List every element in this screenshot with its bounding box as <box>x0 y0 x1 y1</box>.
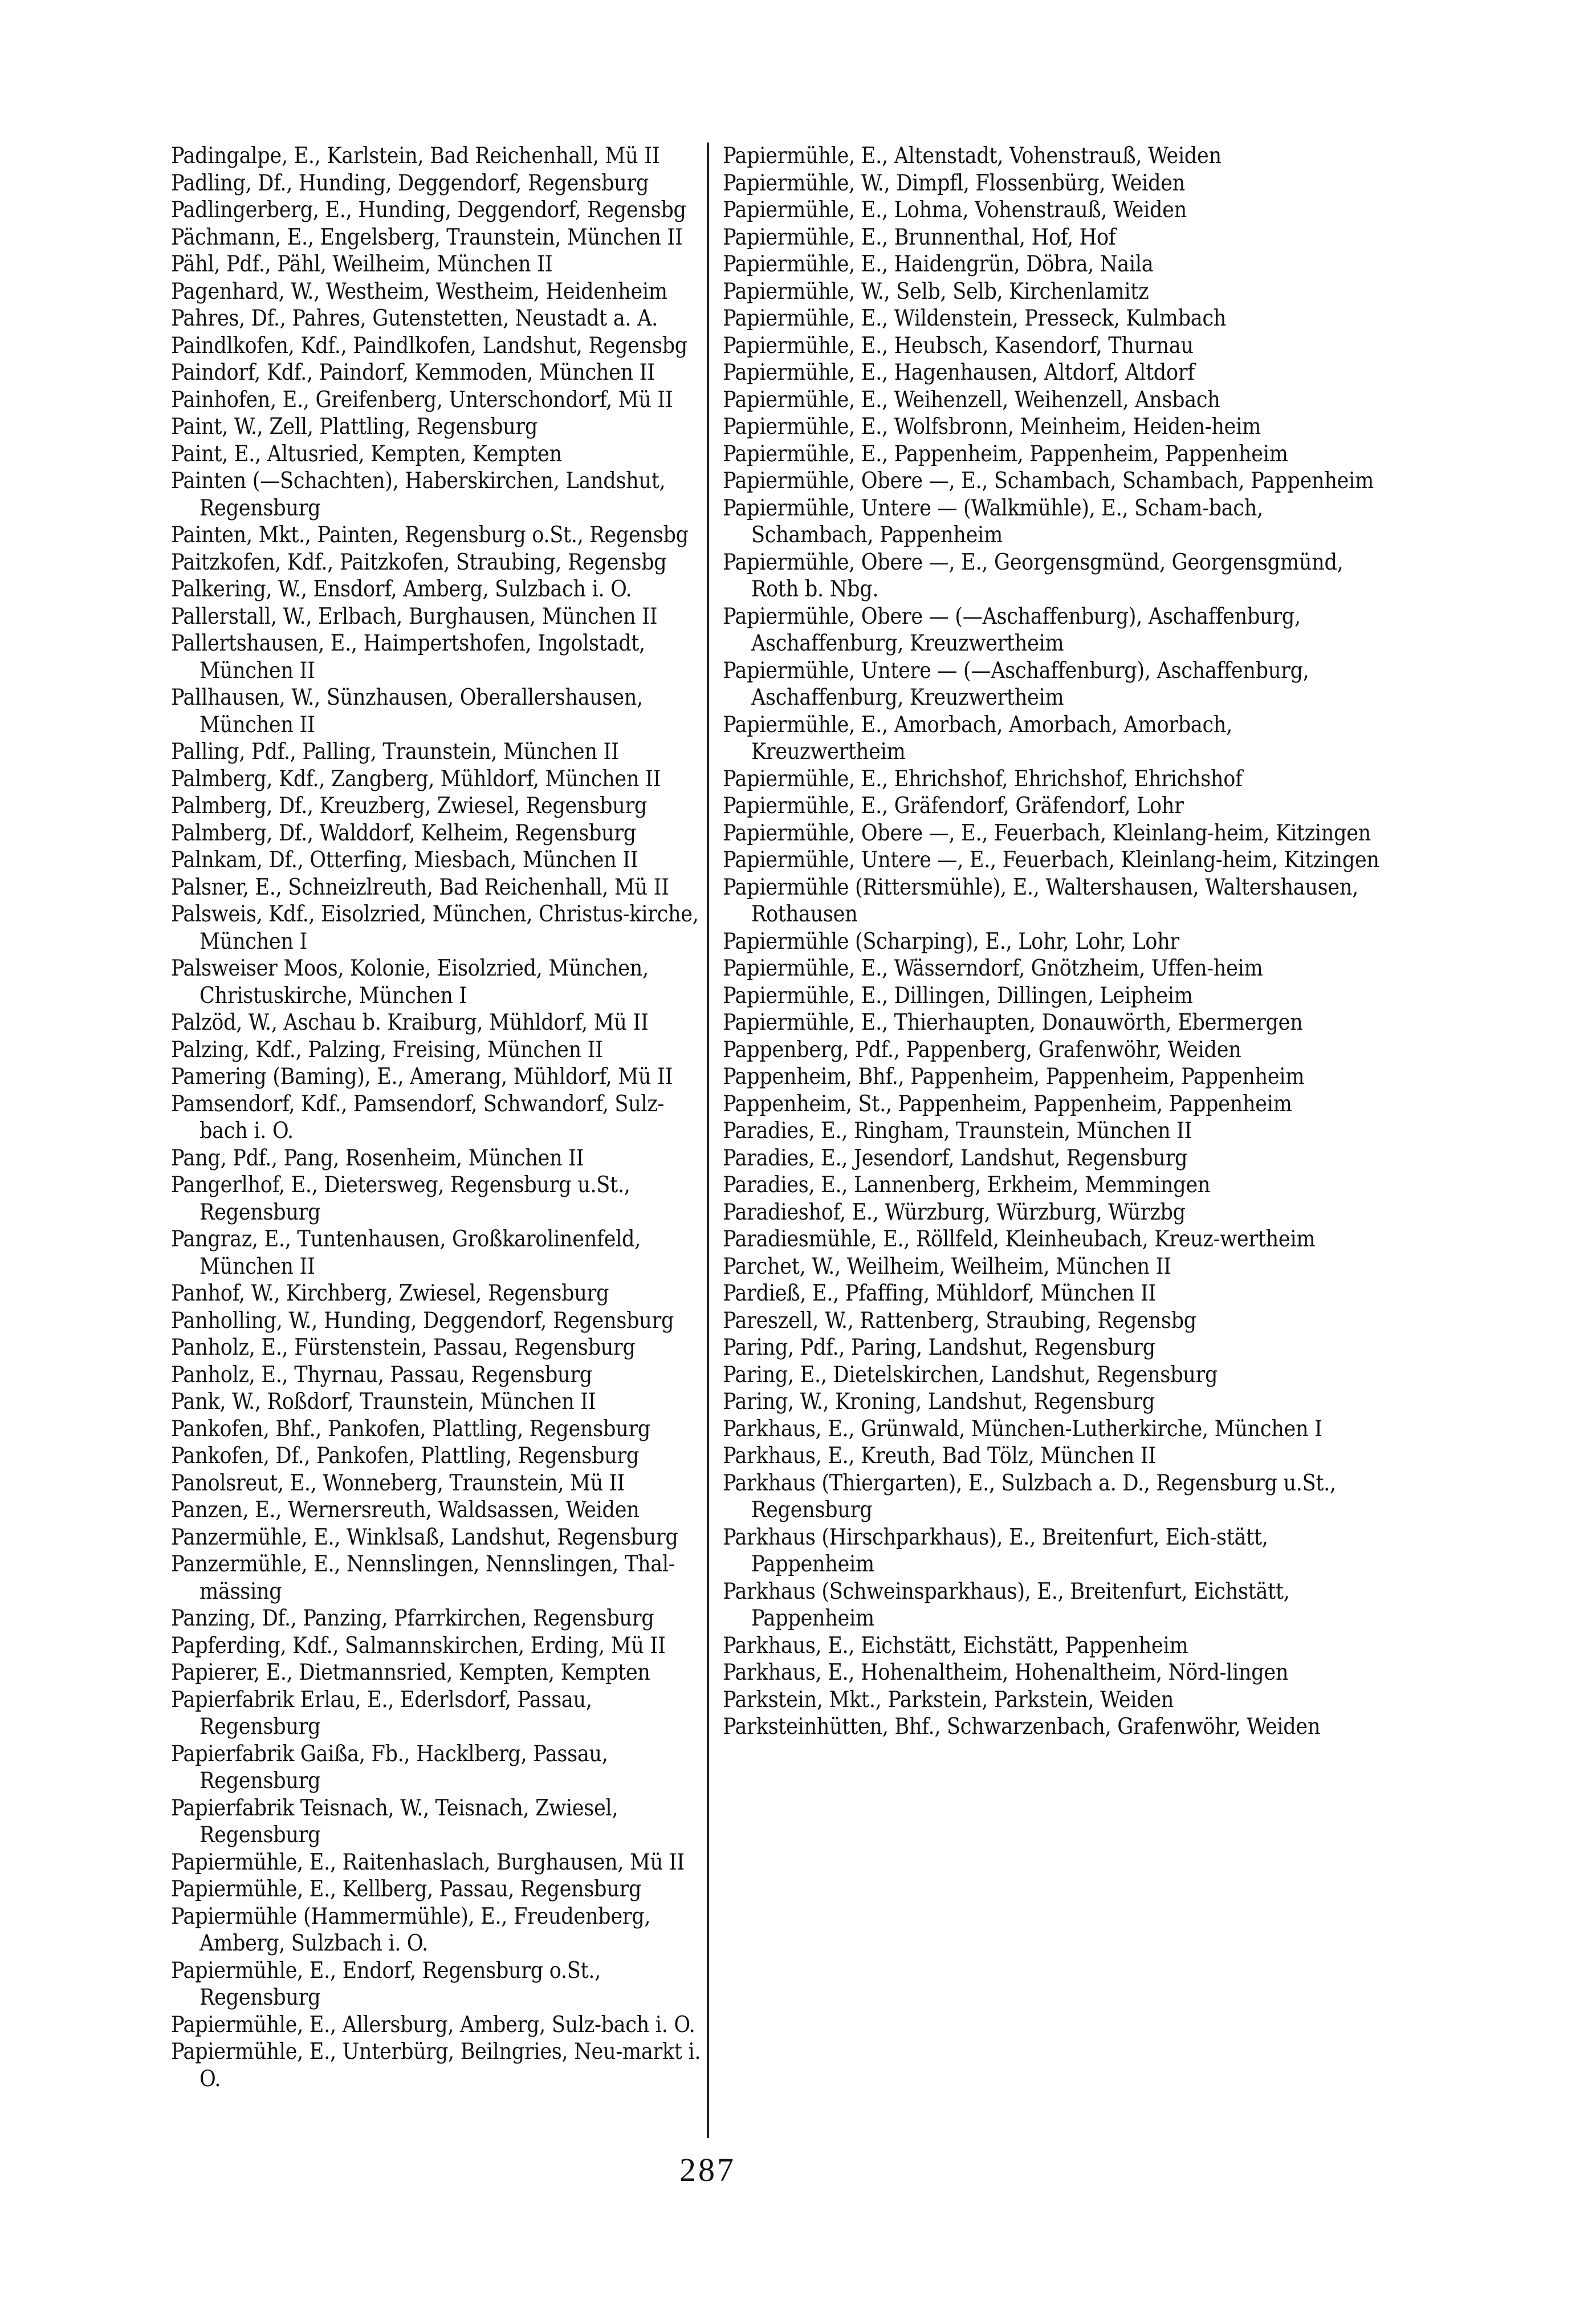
gazetteer-entry: Papiermühle, E., Pappenheim, Pappenheim, Pappenheim <box>723 441 1288 467</box>
gazetteer-entry: Parkhaus (Schweinsparkhaus), E., Breitenfurt, Eichstätt, Pappenheim <box>723 1578 1290 1631</box>
gazetteer-entry: Panholz, E., Thyrnau, Passau, Regensburg <box>171 1362 592 1388</box>
gazetteer-entry: Papierfabrik Teisnach, W., Teisnach, Zwiesel, Regensburg <box>171 1795 618 1848</box>
gazetteer-entry: Palnkam, Df., Otterfing, Miesbach, München II <box>171 847 638 873</box>
gazetteer-entry: Panzermühle, E., Winklsaß, Landshut, Regensburg <box>171 1524 678 1550</box>
gazetteer-entry: Panzermühle, E., Nennslingen, Nennslingen, Thal-mässing <box>171 1551 675 1604</box>
gazetteer-entry: Panzing, Df., Panzing, Pfarrkirchen, Regensburg <box>171 1606 654 1631</box>
gazetteer-entry: Papiermühle, E., Unterbürg, Beilngries, Neu-markt i. O. <box>171 2039 701 2092</box>
gazetteer-entry: Papiermühle, Obere —, E., Georgensgmünd, Georgensgmünd, Roth b. Nbg. <box>723 549 1343 602</box>
gazetteer-entry: Palsner, E., Schneizlreuth, Bad Reichenhall, Mü II <box>171 874 669 900</box>
gazetteer-entry: Papiermühle, Obere — (—Aschaffenburg), Aschaffenburg, Aschaffenburg, Kreuzwertheim <box>723 603 1301 656</box>
gazetteer-entry: Pangerlhof, E., Dietersweg, Regensburg u.St., Regensburg <box>171 1172 630 1225</box>
gazetteer-entry: Pappenberg, Pdf., Pappenberg, Grafenwöhr, Weiden <box>723 1037 1241 1063</box>
gazetteer-entry: Papiermühle, E., Raitenhaslach, Burghausen, Mü II <box>171 1849 685 1875</box>
gazetteer-entry: Paindorf, Kdf., Paindorf, Kemmoden, München II <box>171 360 655 385</box>
gazetteer-entry: Panhof, W., Kirchberg, Zwiesel, Regensburg <box>171 1281 609 1306</box>
gazetteer-entry: Papiermühle, E., Allersburg, Amberg, Sulz-bach i. O. <box>171 2012 695 2038</box>
gazetteer-entry: Palzing, Kdf., Palzing, Freising, München II <box>171 1037 603 1063</box>
gazetteer-entry: Parkhaus (Thiergarten), E., Sulzbach a. D., Regensburg u.St., Regensburg <box>723 1470 1336 1523</box>
gazetteer-entry: Papiermühle, E., Hagenhausen, Altdorf, Altdorf <box>723 360 1195 385</box>
gazetteer-entry: Papiermühle, E., Kellberg, Passau, Regensburg <box>171 1876 642 1902</box>
gazetteer-entry: Paradies, E., Lannenberg, Erkheim, Memmingen <box>723 1172 1211 1198</box>
gazetteer-entry: Palsweis, Kdf., Eisolzried, München, Christus-kirche, München I <box>171 901 699 954</box>
gazetteer-entry: Pamsendorf, Kdf., Pamsendorf, Schwandorf, Sulz-bach i. O. <box>171 1091 665 1144</box>
gazetteer-entry: Pallerstall, W., Erlbach, Burghausen, München II <box>171 603 658 629</box>
gazetteer-entry: Paradieshof, E., Würzburg, Würzburg, Würzbg <box>723 1199 1186 1225</box>
gazetteer-entry: Parksteinhütten, Bhf., Schwarzenbach, Grafenwöhr, Weiden <box>723 1714 1321 1740</box>
gazetteer-entry: Papiermühle, Untere — (—Aschaffenburg), Aschaffenburg, Aschaffenburg, Kreuzwertheim <box>723 657 1309 710</box>
gazetteer-entry: Papiermühle, E., Lohma, Vohenstrauß, Weiden <box>723 197 1187 223</box>
gazetteer-entry: Papiermühle, E., Amorbach, Amorbach, Amorbach, Kreuzwertheim <box>723 712 1233 765</box>
gazetteer-entry: Pallhausen, W., Sünzhausen, Oberallershausen, München II <box>171 685 643 738</box>
gazetteer-entry: Palkering, W., Ensdorf, Amberg, Sulzbach i. O. <box>171 576 632 602</box>
gazetteer-entry: Papiermühle, E., Weihenzell, Weihenzell, Ansbach <box>723 387 1220 413</box>
left-column <box>171 143 701 2093</box>
gazetteer-entry: Parkhaus (Hirschparkhaus), E., Breitenfurt, Eich-stätt, Pappenheim <box>723 1524 1268 1577</box>
gazetteer-entry: Papiermühle, E., Heubsch, Kasendorf, Thurnau <box>723 332 1194 359</box>
column-divider <box>707 143 709 2138</box>
gazetteer-entry: Papiermühle, E., Wolfsbronn, Meinheim, Heiden-heim <box>723 414 1261 440</box>
gazetteer-entry: Panzen, E., Wernersreuth, Waldsassen, Weiden <box>171 1497 640 1523</box>
gazetteer-entry: Pähl, Pdf., Pähl, Weilheim, München II <box>171 251 553 277</box>
gazetteer-entry: Papiermühle (Rittersmühle), E., Waltershausen, Waltershausen, Rothausen <box>723 874 1358 927</box>
gazetteer-entry: Papiermühle, E., Thierhaupten, Donauwörth, Ebermergen <box>723 1010 1303 1035</box>
gazetteer-entry: Palsweiser Moos, Kolonie, Eisolzried, München, Christuskirche, München I <box>171 956 649 1009</box>
gazetteer-entry: Painhofen, E., Greifenberg, Unterschondorf, Mü II <box>171 387 673 413</box>
gazetteer-entry: Papiermühle, Obere —, E., Schambach, Schambach, Pappenheim <box>723 468 1374 494</box>
gazetteer-entry: Papiermühle, E., Haidengrün, Döbra, Naila <box>723 251 1154 277</box>
gazetteer-entry: Pareszell, W., Rattenberg, Straubing, Regensbg <box>723 1307 1196 1334</box>
gazetteer-entry: Papiermühle, W., Dimpfl, Flossenbürg, Weiden <box>723 170 1185 196</box>
gazetteer-entry: Pankofen, Df., Pankofen, Plattling, Regensburg <box>171 1443 640 1469</box>
page-number: 287 <box>679 2151 736 2188</box>
gazetteer-entry: Pahres, Df., Pahres, Gutenstetten, Neustadt a. A. <box>171 306 658 331</box>
gazetteer-entry: Pankofen, Bhf., Pankofen, Plattling, Regensburg <box>171 1416 651 1442</box>
gazetteer-entry: Painten, Mkt., Painten, Regensburg o.St., Regensbg <box>171 522 689 548</box>
gazetteer-entry: Papiermühle, E., Altenstadt, Vohenstrauß, Weiden <box>723 143 1222 169</box>
gazetteer-entry: Paindlkofen, Kdf., Paindlkofen, Landshut, Regensbg <box>171 332 687 359</box>
gazetteer-entry: Parkhaus, E., Grünwald, München-Lutherkirche, München I <box>723 1416 1322 1442</box>
gazetteer-entry: Papferding, Kdf., Salmannskirchen, Erding, Mü II <box>171 1632 666 1659</box>
gazetteer-entry: Pangraz, E., Tuntenhausen, Großkarolinenfeld, München II <box>171 1226 641 1279</box>
gazetteer-entry: Parkhaus, E., Kreuth, Bad Tölz, München II <box>723 1443 1156 1469</box>
gazetteer-entry: Papiermühle, E., Ehrichshof, Ehrichshof, Ehrichshof <box>723 766 1243 792</box>
gazetteer-entry: Papiermühle, E., Wildenstein, Presseck, Kulmbach <box>723 306 1227 331</box>
gazetteer-entry: Paring, W., Kroning, Landshut, Regensburg <box>723 1389 1155 1415</box>
gazetteer-entry: Parkhaus, E., Hohenaltheim, Hohenaltheim, Nörd-lingen <box>723 1660 1289 1685</box>
gazetteer-entry: Pamering (Baming), E., Amerang, Mühldorf, Mü II <box>171 1064 673 1090</box>
gazetteer-entry: Panholz, E., Fürstenstein, Passau, Regensburg <box>171 1335 636 1360</box>
gazetteer-entry: Papiermühle, E., Brunnenthal, Hof, Hof <box>723 224 1116 250</box>
gazetteer-entry: Paint, E., Altusried, Kempten, Kempten <box>171 441 562 467</box>
gazetteer-entry: Papiermühle (Scharping), E., Lohr, Lohr, Lohr <box>723 928 1179 954</box>
gazetteer-entry: Padlingerberg, E., Hunding, Deggendorf, Regensbg <box>171 197 686 223</box>
gazetteer-entry: Pagenhard, W., Westheim, Westheim, Heidenheim <box>171 278 667 304</box>
gazetteer-entry: Pardieß, E., Pfaffing, Mühldorf, München II <box>723 1281 1157 1306</box>
gazetteer-entry: Panholling, W., Hunding, Deggendorf, Regensburg <box>171 1307 674 1334</box>
gazetteer-entry: Padling, Df., Hunding, Deggendorf, Regensburg <box>171 170 649 196</box>
gazetteer-entry: Padingalpe, E., Karlstein, Bad Reichenhall, Mü II <box>171 143 660 169</box>
gazetteer-entry: Pang, Pdf., Pang, Rosenheim, München II <box>171 1145 584 1171</box>
gazetteer-entry: Pallertshausen, E., Haimpertshofen, Ingolstadt, München II <box>171 631 645 684</box>
gazetteer-entry: Parchet, W., Weilheim, Weilheim, München II <box>723 1253 1171 1279</box>
gazetteer-entry: Palzöd, W., Aschau b. Kraiburg, Mühldorf, Mü II <box>171 1010 649 1035</box>
gazetteer-entry: Paradiesmühle, E., Röllfeld, Kleinheubach, Kreuz-wertheim <box>723 1226 1316 1252</box>
gazetteer-entry: Pappenheim, Bhf., Pappenheim, Pappenheim, Pappenheim <box>723 1064 1305 1090</box>
gazetteer-entry: Paint, W., Zell, Plattling, Regensburg <box>171 414 538 440</box>
gazetteer-entry: Parkstein, Mkt., Parkstein, Parkstein, Weiden <box>723 1687 1174 1713</box>
gazetteer-entry: Palmberg, Kdf., Zangberg, Mühldorf, München II <box>171 766 661 792</box>
gazetteer-entry: Pappenheim, St., Pappenheim, Pappenheim, Pappenheim <box>723 1091 1292 1117</box>
gazetteer-entry: Paring, Pdf., Paring, Landshut, Regensburg <box>723 1335 1155 1360</box>
gazetteer-entry: Painten (—Schachten), Haberskirchen, Landshut, Regensburg <box>171 468 666 521</box>
gazetteer-entry: Palling, Pdf., Palling, Traunstein, München II <box>171 739 619 765</box>
gazetteer-entry: Panolsreut, E., Wonneberg, Traunstein, Mü II <box>171 1470 625 1496</box>
gazetteer-entry: Papierfabrik Gaißa, Fb., Hacklberg, Passau, Regensburg <box>171 1741 608 1794</box>
gazetteer-entry: Papiermühle, Untere —, E., Feuerbach, Kleinlang-heim, Kitzingen <box>723 847 1379 873</box>
gazetteer-entry: Papiermühle, Untere — (Walkmühle), E., Scham-bach, Schambach, Pappenheim <box>723 495 1263 548</box>
gazetteer-entry: Papiermühle (Hammermühle), E., Freudenberg, Amberg, Sulzbach i. O. <box>171 1903 651 1956</box>
gazetteer-entry: Papiermühle, E., Wässerndorf, Gnötzheim, Uffen-heim <box>723 956 1263 981</box>
gazetteer-entry: Papiermühle, E., Dillingen, Dillingen, Leipheim <box>723 982 1193 1009</box>
gazetteer-entry: Papiermühle, Obere —, E., Feuerbach, Kleinlang-heim, Kitzingen <box>723 820 1371 846</box>
gazetteer-entry: Papiermühle, W., Selb, Selb, Kirchenlamitz <box>723 278 1149 304</box>
gazetteer-entry: Papierfabrik Erlau, E., Ederlsdorf, Passau, Regensburg <box>171 1687 592 1740</box>
gazetteer-entry: Paradies, E., Ringham, Traunstein, München II <box>723 1118 1192 1144</box>
gazetteer-entry: Paring, E., Dietelskirchen, Landshut, Regensburg <box>723 1362 1218 1388</box>
gazetteer-entry: Palmberg, Df., Kreuzberg, Zwiesel, Regensburg <box>171 793 648 819</box>
gazetteer-entry: Pächmann, E., Engelsberg, Traunstein, München II <box>171 224 683 250</box>
gazetteer-entry: Paradies, E., Jesendorf, Landshut, Regensburg <box>723 1145 1188 1171</box>
gazetteer-entry: Paitzkofen, Kdf., Paitzkofen, Straubing, Regensbg <box>171 549 667 575</box>
gazetteer-entry: Palmberg, Df., Walddorf, Kelheim, Regensburg <box>171 820 636 846</box>
right-column <box>723 143 1384 1741</box>
gazetteer-entry: Papiermühle, E., Endorf, Regensburg o.St., Regensburg <box>171 1957 601 2010</box>
gazetteer-entry: Papierer, E., Dietmannsried, Kempten, Kempten <box>171 1660 650 1685</box>
gazetteer-entry: Papiermühle, E., Gräfendorf, Gräfendorf, Lohr <box>723 793 1184 819</box>
gazetteer-entry: Parkhaus, E., Eichstätt, Eichstätt, Pappenheim <box>723 1632 1188 1659</box>
gazetteer-entry: Pank, W., Roßdorf, Traunstein, München II <box>171 1389 596 1415</box>
